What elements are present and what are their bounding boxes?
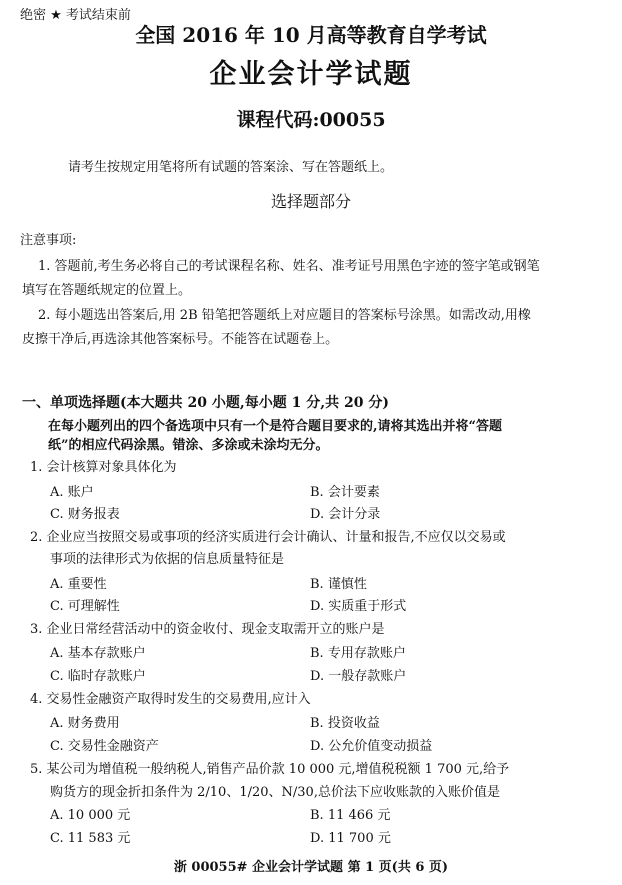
question-4-option-c: C. 交易性金融资产 — [50, 739, 159, 754]
question-5-text-line2: 购货方的现金折扣条件为 2/10、1/20、N/30,总价法下应收账款的入账价值是 — [50, 785, 500, 800]
question-3-option-a: A. 基本存款账户 — [50, 646, 146, 661]
question-4-option-d: D. 公允价值变动损益 — [310, 739, 433, 754]
page-footer: 浙 00055# 企业会计学试题 第 1 页(共 6 页) — [173, 860, 449, 875]
question-5-option-c: C. 11 583 元 — [50, 831, 131, 846]
subject-title: 企业会计学试题 — [209, 59, 413, 90]
question-3-option-b: B. 专用存款账户 — [310, 646, 406, 661]
course-code: 课程代码:00055 — [236, 109, 386, 131]
question-2-text-line1: 2. 企业应当按照交易或事项的经济实质进行会计确认、计量和报告,不应仅以交易或 — [30, 530, 506, 545]
note-item-2-line1: 2. 每小题选出答案后,用 2B 铅笔把答题纸上对应题目的答案标号涂黑。如需改动,用橡 — [38, 308, 531, 323]
question-4-text: 4. 交易性金融资产取得时发生的交易费用,应计入 — [30, 692, 311, 707]
question-4-option-a: A. 财务费用 — [50, 716, 120, 731]
question-2-option-d: D. 实质重于形式 — [310, 599, 407, 614]
question-1-text: 1. 会计核算对象具体化为 — [30, 460, 177, 475]
question-5-option-d: D. 11 700 元 — [310, 831, 391, 846]
question-1-option-b: B. 会计要素 — [310, 485, 380, 500]
question-3-text: 3. 企业日常经营活动中的资金收付、现金支取需开立的账户是 — [30, 622, 385, 637]
question-1-option-d: D. 会计分录 — [310, 507, 381, 522]
exam-title: 全国 2016 年 10 月高等教育自学考试 — [135, 23, 487, 47]
note-item-1-line2: 填写在答题纸规定的位置上。 — [22, 283, 192, 298]
question-3-option-d: D. 一般存款账户 — [310, 669, 407, 684]
confidential-seal: 绝密 ★ 考试结束前 — [20, 8, 131, 23]
part1-desc-line1: 在每小题列出的四个备选项中只有一个是符合题目要求的,请将其选出并将“答题 — [48, 419, 503, 434]
question-2-text-line2: 事项的法律形式为依据的信息质量特征是 — [50, 552, 285, 567]
question-4-option-b: B. 投资收益 — [310, 716, 380, 731]
section-title: 选择题部分 — [270, 192, 351, 211]
question-3-option-c: C. 临时存款账户 — [50, 669, 146, 684]
question-5-text-line1: 5. 某公司为增值税一般纳税人,销售产品价款 10 000 元,增值税税额 1 700 元,给予 — [30, 762, 510, 777]
question-1-option-c: C. 财务报表 — [50, 507, 120, 522]
answer-instruction: 请考生按规定用笔将所有试题的答案涂、写在答题纸上。 — [68, 160, 394, 175]
notes-heading: 注意事项: — [20, 233, 77, 248]
part1-desc-line2: 纸”的相应代码涂黑。错涂、多涂或未涂均无分。 — [48, 438, 329, 453]
question-2-option-a: A. 重要性 — [50, 577, 107, 592]
question-2-option-c: C. 可理解性 — [50, 599, 120, 614]
question-2-option-b: B. 谨慎性 — [310, 577, 367, 592]
note-item-2-line2: 皮擦干净后,再选涂其他答案标号。不能答在试题卷上。 — [22, 332, 339, 347]
note-item-1-line1: 1. 答题前,考生务必将自己的考试课程名称、姓名、准考证号用黑色字迹的签字笔或钢笔 — [38, 259, 540, 274]
part1-heading: 一、单项选择题(本大题共 20 小题,每小题 1 分,共 20 分) — [22, 395, 389, 411]
question-5-option-b: B. 11 466 元 — [310, 808, 391, 823]
question-1-option-a: A. 账户 — [50, 485, 94, 500]
question-5-option-a: A. 10 000 元 — [50, 808, 131, 823]
